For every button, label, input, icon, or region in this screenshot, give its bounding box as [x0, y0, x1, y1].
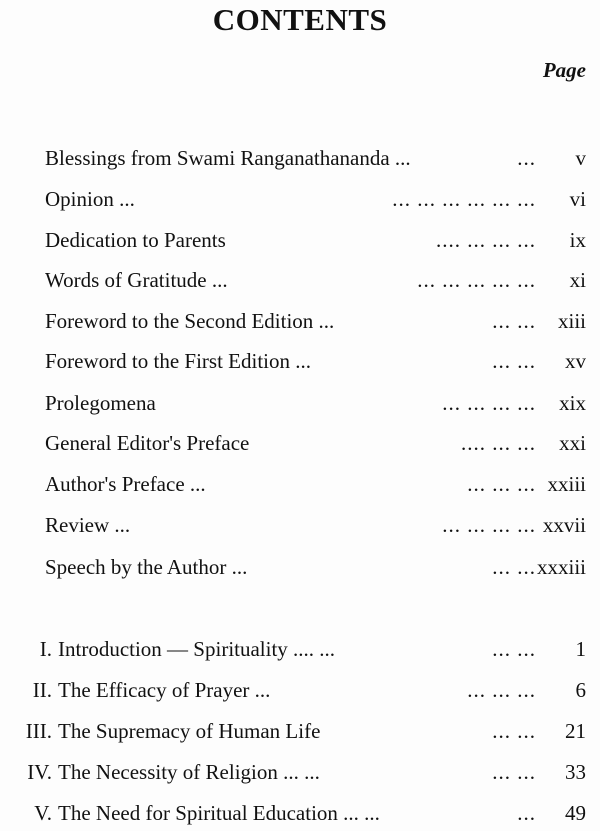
chapter-number: V.: [34, 801, 52, 825]
page-title: CONTENTS: [212, 2, 388, 37]
chapter-entry: [0, 798, 600, 828]
chapter-entry: [0, 716, 600, 746]
page-column-label: Page: [542, 58, 586, 82]
page-number: xv: [565, 349, 586, 373]
toc-entry: [0, 346, 600, 376]
page-number: ix: [569, 228, 586, 252]
entry-title: Author's Preface ...: [45, 472, 206, 496]
toc-entry: [0, 184, 600, 214]
page-number: v: [575, 146, 586, 170]
chapter-title: The Efficacy of Prayer ...: [58, 678, 271, 702]
page-number: xxiii: [547, 472, 586, 496]
dot-leaders: ...: [517, 801, 536, 825]
dot-leaders: .... ... ...: [461, 431, 536, 455]
page-number: xi: [569, 268, 586, 292]
toc-entry: [0, 552, 600, 582]
page-number: xxvii: [542, 513, 586, 537]
toc-entry: [0, 265, 600, 295]
entry-title: Speech by the Author ...: [45, 555, 248, 579]
chapter-number: IV.: [27, 760, 52, 784]
page-number: xix: [559, 391, 586, 415]
chapter-number: II.: [32, 678, 52, 702]
entry-title: Dedication to Parents: [45, 228, 226, 252]
chapter-entry: [0, 757, 600, 787]
entry-title: Review ...: [45, 513, 131, 537]
toc-entry: [0, 428, 600, 458]
chapter-number: I.: [39, 637, 52, 661]
page-number: xiii: [557, 309, 586, 333]
chapter-title: The Supremacy of Human Life: [58, 719, 321, 743]
dot-leaders: ... ... ... ...: [442, 391, 536, 415]
dot-leaders: ... ...: [492, 555, 536, 579]
page-number: 6: [575, 678, 586, 702]
page-number: 21: [565, 719, 586, 743]
chapter-title: The Necessity of Religion ... ...: [58, 760, 320, 784]
dot-leaders: .... ... ... ...: [436, 228, 536, 252]
toc-entry: [0, 306, 600, 336]
chapter-entry: [0, 634, 600, 664]
entry-title: Foreword to the First Edition ...: [45, 349, 311, 373]
dot-leaders: ... ... ...: [467, 472, 536, 496]
entry-title: Prolegomena: [45, 391, 156, 415]
entry-title: Foreword to the Second Edition ...: [45, 309, 335, 333]
entry-title: Words of Gratitude ...: [45, 268, 228, 292]
toc-entry: [0, 143, 600, 173]
chapter-number: III.: [25, 719, 52, 743]
entry-title: Opinion ...: [45, 187, 135, 211]
toc-entry: [0, 225, 600, 255]
toc-entry: [0, 469, 600, 499]
page-number: 1: [575, 637, 586, 661]
dot-leaders: ... ...: [492, 719, 536, 743]
dot-leaders: ...: [517, 146, 536, 170]
dot-leaders: ... ... ... ... ...: [417, 268, 536, 292]
dot-leaders: ... ...: [492, 760, 536, 784]
page-number: xxxiii: [536, 555, 586, 579]
dot-leaders: ... ...: [492, 637, 536, 661]
page-number: 33: [565, 760, 586, 784]
toc-entry: [0, 388, 600, 418]
dot-leaders: ... ... ... ...: [442, 513, 536, 537]
chapter-entry: [0, 675, 600, 705]
dot-leaders: ... ... ...: [467, 678, 536, 702]
page-number: vi: [569, 187, 586, 211]
entry-title: General Editor's Preface: [45, 431, 250, 455]
page-number: xxi: [559, 431, 586, 455]
dot-leaders: ... ... ... ... ... ...: [392, 187, 536, 211]
dot-leaders: ... ...: [492, 309, 536, 333]
entry-title: Blessings from Swami Ranganathananda ...: [45, 146, 411, 170]
dot-leaders: ... ...: [492, 349, 536, 373]
toc-entry: [0, 510, 600, 540]
chapter-title: Introduction — Spirituality .... ...: [58, 637, 336, 661]
chapter-title: The Need for Spiritual Education ... ...: [58, 801, 380, 825]
page-number: 49: [565, 801, 586, 825]
